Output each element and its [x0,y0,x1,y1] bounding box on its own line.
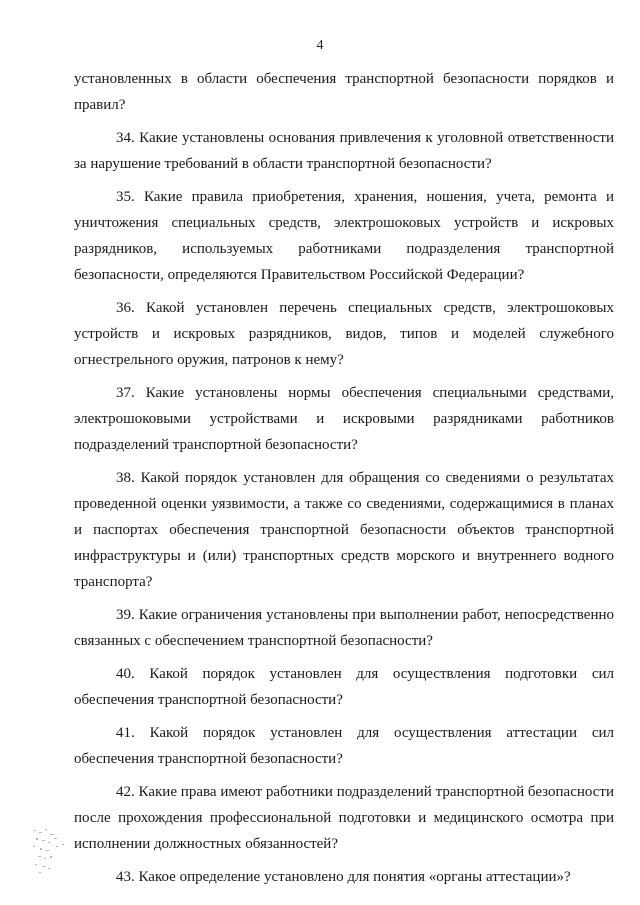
question-38: 38. Какой порядок установлен для обращения со сведениями о результатах проведенной оценки уязвимости, а также со сведениями, содержащимися в планах и паспортах обеспечения транспортной безопасности объектов транспортной инфраструктуры и (или) транспортных средств морского и внутреннего водного транспорта? [74,470,614,590]
question-42: 42. Какие права имеют работники подразделений транспортной безопасности после прохождения профессиональной подготовки и медицинского осмотра при исполнении должностных обязанностей? [74,784,614,852]
question-34: 34. Какие установлены основания привлечения к уголовной ответственности за нарушение требований в области транспортной безопасности? [74,130,614,172]
question-41: 41. Какой порядок установлен для осуществления аттестации сил обеспечения транспортной безопасности? [74,725,614,767]
question-43: 43. Какое определение установлено для понятия «органы аттестации»? [116,869,571,885]
page-number: 4 [316,38,324,53]
question-list [74,66,614,897]
question-37: 37. Какие установлены нормы обеспечения специальными средствами, электрошоковыми устройствами и искровыми разрядниками работников подразделений транспортной безопасности? [74,385,614,453]
scan-artifact-mark [30,826,76,876]
question-36: 36. Какой установлен перечень специальных средств, электрошоковых устройств и искровых разрядников, видов, типов и моделей служебного огнестрельного оружия, патронов к нему? [74,300,614,368]
question-39: 39. Какие ограничения установлены при выполнении работ, непосредственно связанных с обеспечением транспортной безопасности? [74,607,614,649]
continued-paragraph: установленных в области обеспечения транспортной безопасности порядков и правил? [74,71,614,113]
question-35: 35. Какие правила приобретения, хранения, ношения, учета, ремонта и уничтожения специальных средств, электрошоковых устройств и искровых разрядников, используемых работниками подразделения транспортной безопасности, определяются Правительством Российской Федерации? [74,189,614,283]
question-40: 40. Какой порядок установлен для осуществления подготовки сил обеспечения транспортной безопасности? [74,666,614,708]
